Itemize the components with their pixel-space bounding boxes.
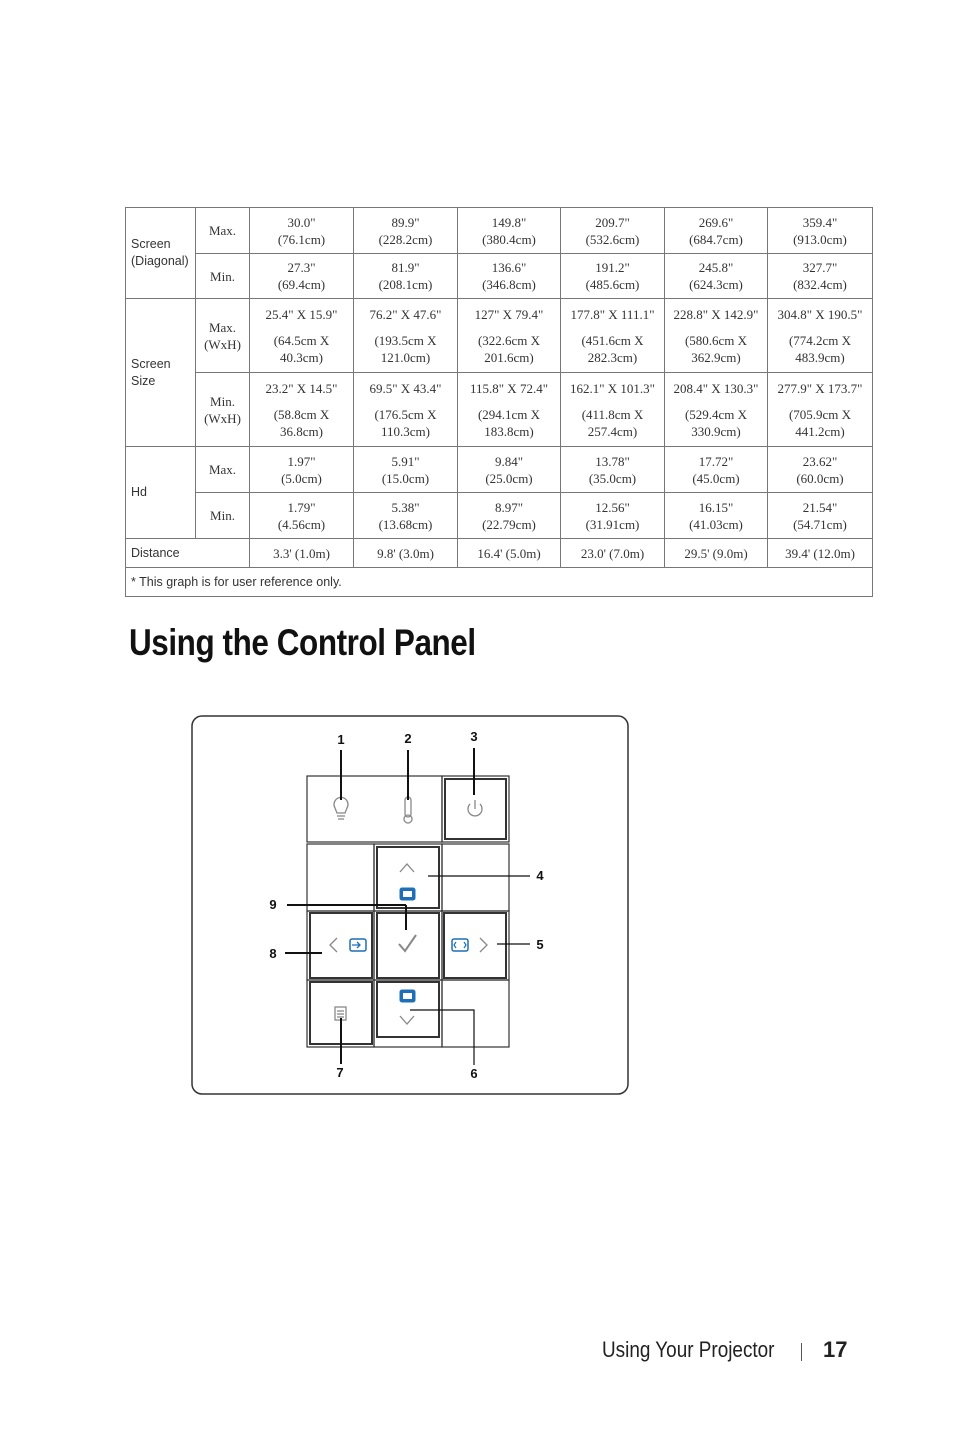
callout-9: 9 <box>269 897 277 912</box>
cell-text: 136.6" <box>491 260 527 275</box>
row-distance <box>126 539 873 568</box>
table-cell <box>768 373 873 447</box>
cell-text: 277.9" X 173.7" <box>777 380 863 396</box>
callout-6: 6 <box>470 1066 478 1081</box>
cell-text: Min. <box>210 393 235 409</box>
cell-text: Screen <box>131 237 171 251</box>
source-icon <box>350 939 366 951</box>
callout-lines <box>285 748 474 1064</box>
cell-text: (346.8cm) <box>482 277 536 292</box>
table-cell <box>458 373 561 447</box>
table-cell <box>354 447 458 493</box>
cell-text: 162.1" X 101.3" <box>569 380 655 396</box>
cell-text: (684.7cm) <box>689 231 743 247</box>
label-min: Min. <box>196 493 250 539</box>
cell-text: 441.2cm) <box>795 423 845 439</box>
cell-text: (64.5cm X <box>273 332 330 348</box>
cell-text: 13.78" <box>595 453 630 469</box>
cell-text: Max. <box>208 319 237 335</box>
table-cell <box>768 299 873 373</box>
callout-4: 4 <box>536 868 544 883</box>
keystone-down-icon <box>400 990 415 1002</box>
table-cell <box>250 208 354 254</box>
cell-text: (15.0cm) <box>381 470 430 486</box>
cell-text: (294.1cm X <box>477 406 541 422</box>
row-size-min <box>126 373 873 447</box>
temperature-warning-icon <box>404 797 412 823</box>
cell-text: 304.8" X 190.5" <box>777 306 863 322</box>
cell-text: (176.5cm X <box>374 406 437 422</box>
callout-2: 2 <box>404 731 412 746</box>
row-hd-min <box>126 493 873 539</box>
projection-distance-table <box>125 207 873 597</box>
enter-frame <box>374 911 442 980</box>
label-max: Max. <box>196 208 250 254</box>
cell-text: 27.3" <box>287 260 316 275</box>
checkmark-icon <box>399 935 416 951</box>
cell-text: 23.2" X 14.5" <box>265 380 338 396</box>
menu-frame <box>307 980 374 1047</box>
table-cell <box>665 493 768 539</box>
table-cell: 39.4' (12.0m) <box>768 539 873 568</box>
cell-text: 40.3cm) <box>280 349 323 365</box>
keystone-up-icon <box>400 888 415 900</box>
menu-icon <box>335 1007 346 1020</box>
cell-text: (705.9cm X <box>788 406 852 422</box>
left-button <box>310 913 372 978</box>
enter-button <box>377 913 439 978</box>
chevron-left-icon <box>330 938 337 952</box>
table-cell <box>561 447 665 493</box>
table-cell <box>250 373 354 447</box>
table-cell <box>561 373 665 447</box>
cell-text: (4.56cm) <box>277 516 326 532</box>
table-cell <box>665 447 768 493</box>
cell-text: 17.72" <box>698 453 734 469</box>
cell-text: 149.8" <box>491 214 527 230</box>
callout-5: 5 <box>536 937 544 952</box>
cell-text: (580.6cm X <box>684 332 748 348</box>
power-icon <box>468 800 482 816</box>
down-button <box>377 982 439 1037</box>
row-diagonal-min <box>126 254 873 299</box>
table-cell <box>354 373 458 447</box>
cell-text: (832.4cm) <box>793 277 847 292</box>
callout-8: 8 <box>269 946 277 961</box>
cell-text: 121.0cm) <box>380 349 431 365</box>
cell-text: (228.2cm) <box>378 231 433 247</box>
cell-text: (WxH) <box>204 336 241 352</box>
cell-text: (774.2cm X <box>788 332 852 348</box>
cell-text: 483.9cm) <box>795 349 845 365</box>
cell-text: 1.79" <box>287 499 316 515</box>
group-screen-size <box>126 299 196 447</box>
cell-text: 282.3cm) <box>587 349 638 365</box>
warning-lights-frame <box>307 776 442 842</box>
cell-text: (485.6cm) <box>585 277 640 292</box>
table-cell <box>250 447 354 493</box>
group-distance: Distance <box>126 539 250 568</box>
table-cell <box>665 373 768 447</box>
group-hd: Hd <box>126 447 196 539</box>
table-cell <box>665 208 768 254</box>
cell-text: (22.79cm) <box>482 516 536 532</box>
table-cell <box>458 208 561 254</box>
table-cell <box>250 254 354 299</box>
callout-3: 3 <box>470 729 478 744</box>
cell-text: 21.54" <box>802 499 838 515</box>
lamp-warning-icon <box>334 797 348 819</box>
table-cell: 23.0' (7.0m) <box>561 539 665 568</box>
row-hd-max <box>126 447 873 493</box>
cell-text: 327.7" <box>802 260 838 275</box>
callout-7: 7 <box>336 1065 344 1080</box>
cell-text: 89.9" <box>391 214 420 230</box>
cell-text: 115.8" X 72.4" <box>469 380 549 396</box>
cell-text: 12.56" <box>595 499 630 515</box>
cell-text: 5.91" <box>391 453 420 469</box>
table-cell <box>561 254 665 299</box>
label-max-wxh <box>196 299 250 373</box>
cell-text: Size <box>131 373 156 388</box>
panel-outline <box>192 716 628 1094</box>
table-cell <box>561 493 665 539</box>
label-max: Max. <box>196 447 250 493</box>
table-cell <box>354 299 458 373</box>
blue-accent-icons <box>350 888 468 1002</box>
cell-text: (411.8cm X <box>581 406 644 422</box>
cell-text: 183.8cm) <box>484 423 534 439</box>
table-cell: 16.4' (5.0m) <box>458 539 561 568</box>
cell-text: 36.8cm) <box>280 423 323 439</box>
cell-text: (76.1cm) <box>277 231 326 247</box>
table-cell: 3.3' (1.0m) <box>250 539 354 568</box>
row-size-max <box>126 299 873 373</box>
cell-text: 245.8" <box>698 260 734 275</box>
cell-text: 177.8" X 111.1" <box>570 306 655 322</box>
cell-text: (31.91cm) <box>585 516 640 532</box>
cell-text: (58.8cm X <box>273 406 330 422</box>
cell-text: 69.5" X 43.4" <box>369 380 442 396</box>
cell-text: (624.3cm) <box>689 277 743 292</box>
resync-icon <box>452 939 468 951</box>
cell-text: (451.6cm X <box>581 332 644 348</box>
chevron-up-icon <box>400 864 414 872</box>
cell-text: (322.6cm X <box>477 332 541 348</box>
cell-text: 9.84" <box>494 453 524 469</box>
cell-text: 127" X 79.4" <box>474 306 544 322</box>
table-cell <box>768 208 873 254</box>
cell-text: 25.4" X 15.9" <box>265 306 338 322</box>
menu-button <box>310 982 372 1044</box>
cell-text: (45.0cm) <box>692 470 740 486</box>
table-cell <box>458 299 561 373</box>
cell-text: (60.0cm) <box>796 470 844 486</box>
cell-text: 209.7" <box>595 214 630 230</box>
table-cell <box>354 208 458 254</box>
power-button <box>445 779 506 839</box>
footer-divider <box>801 1343 802 1361</box>
button-grid <box>307 776 509 1047</box>
cell-text: 5.38" <box>391 499 420 515</box>
cell-text: 23.62" <box>802 453 838 469</box>
callout-numbers <box>269 729 544 1081</box>
section-heading: Using the Control Panel <box>129 622 476 663</box>
cell-text: 110.3cm) <box>381 423 430 439</box>
table-cell <box>665 299 768 373</box>
footer-section-title: Using Your Projector <box>602 1337 775 1362</box>
cell-text: (532.6cm) <box>585 231 640 247</box>
cell-text: 359.4" <box>802 214 838 230</box>
table-cell <box>458 447 561 493</box>
table-cell <box>768 447 873 493</box>
table-cell <box>665 254 768 299</box>
cell-text: (193.5cm X <box>374 332 437 348</box>
table-cell <box>250 493 354 539</box>
table-cell <box>250 299 354 373</box>
label-min: Min. <box>196 254 250 299</box>
cell-text: 191.2" <box>595 260 630 275</box>
table-cell <box>561 208 665 254</box>
cell-text: (54.71cm) <box>793 516 847 532</box>
page-number: 17 <box>823 1337 848 1362</box>
cell-text: (208.1cm) <box>378 277 433 292</box>
table-cell <box>768 493 873 539</box>
cell-text: (913.0cm) <box>793 231 847 247</box>
label-min-wxh <box>196 373 250 447</box>
cell-text: (Diagonal) <box>131 254 189 268</box>
row-diagonal-max <box>126 208 873 254</box>
right-frame <box>442 911 509 980</box>
cell-text: 30.0" <box>287 214 316 230</box>
row-note <box>126 568 873 597</box>
cell-text: Screen <box>131 356 171 371</box>
table-cell <box>354 254 458 299</box>
cell-text: 16.15" <box>698 499 734 515</box>
keystone-icon <box>400 888 415 1002</box>
cell-text: (35.0cm) <box>588 470 637 486</box>
right-button <box>444 913 506 978</box>
left-frame <box>307 911 374 980</box>
cell-text: 228.8" X 142.9" <box>673 306 759 322</box>
cell-text: 201.6cm) <box>484 349 534 365</box>
table-cell <box>561 299 665 373</box>
cell-text: (WxH) <box>204 410 241 426</box>
cell-text: 81.9" <box>391 260 420 275</box>
cell-text: 76.2" X 47.6" <box>369 306 442 322</box>
table-cell <box>354 493 458 539</box>
cell-text: (25.0cm) <box>485 470 533 486</box>
table-note: * This graph is for user reference only. <box>126 568 873 597</box>
cell-text: 8.97" <box>494 499 524 515</box>
table-cell <box>458 493 561 539</box>
table-cell <box>458 254 561 299</box>
cell-text: 330.9cm) <box>691 423 741 439</box>
chevron-right-icon <box>480 938 487 952</box>
cell-text: 257.4cm) <box>587 423 638 439</box>
cell-text: (13.68cm) <box>378 516 433 532</box>
cell-text: 269.6" <box>698 214 734 230</box>
cell-text: (529.4cm X <box>684 406 748 422</box>
cell-text: (69.4cm) <box>277 277 326 292</box>
chevron-down-icon <box>400 1016 414 1024</box>
cell-text: (5.0cm) <box>281 470 322 486</box>
cell-text: 208.4" X 130.3" <box>673 380 759 396</box>
group-screen-diagonal <box>126 208 196 299</box>
callout-1: 1 <box>337 732 345 747</box>
cell-text: (41.03cm) <box>689 516 743 532</box>
cell-text: (380.4cm) <box>482 231 536 247</box>
cell-text: 1.97" <box>287 453 316 469</box>
up-button <box>377 847 439 908</box>
down-frame <box>374 980 442 1047</box>
cell-text: 362.9cm) <box>691 349 741 365</box>
table-cell: 29.5' (9.0m) <box>665 539 768 568</box>
power-frame <box>442 776 509 842</box>
up-frame <box>374 844 442 911</box>
table-cell <box>768 254 873 299</box>
table-cell: 9.8' (3.0m) <box>354 539 458 568</box>
